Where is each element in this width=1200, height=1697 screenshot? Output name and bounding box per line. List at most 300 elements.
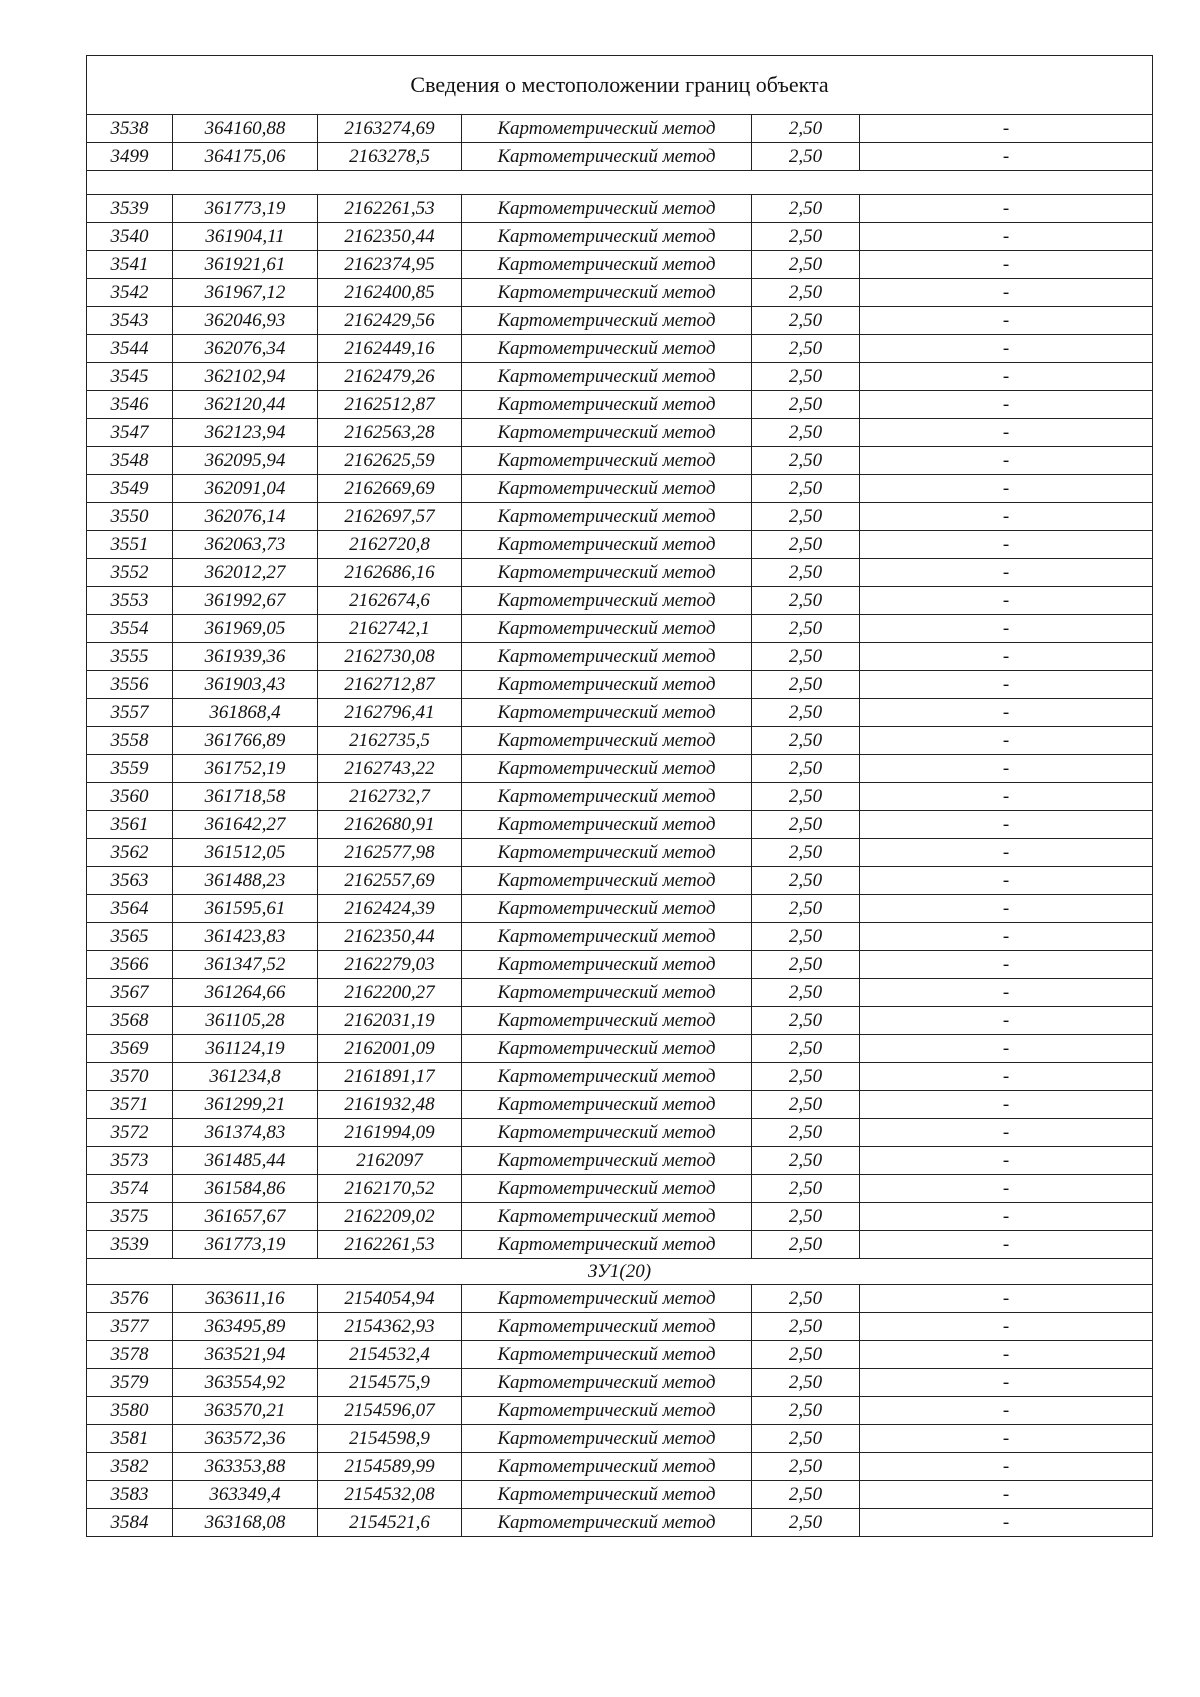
point-number-cell: 3572 [87, 1119, 173, 1147]
description-cell: - [860, 1147, 1153, 1175]
coord-x-cell: 362123,94 [173, 419, 318, 447]
table-row [87, 115, 1153, 143]
table-row [87, 223, 1153, 251]
coord-y-cell: 2162097 [318, 1147, 462, 1175]
coord-y-cell: 2154598,9 [318, 1425, 462, 1453]
section-label: ЗУ1(20) [87, 1259, 1153, 1285]
coord-y-cell: 2161891,17 [318, 1063, 462, 1091]
description-cell: - [860, 1063, 1153, 1091]
table-row [87, 1397, 1153, 1425]
coord-x-cell: 362076,34 [173, 335, 318, 363]
description-cell: - [860, 143, 1153, 171]
method-cell: Картометрический метод [462, 615, 752, 643]
table-row [87, 447, 1153, 475]
coord-x-cell: 361642,27 [173, 811, 318, 839]
coord-x-cell: 363168,08 [173, 1509, 318, 1537]
description-cell: - [860, 251, 1153, 279]
method-cell: Картометрический метод [462, 1397, 752, 1425]
coord-x-cell: 363349,4 [173, 1481, 318, 1509]
description-cell: - [860, 559, 1153, 587]
table-row [87, 279, 1153, 307]
accuracy-cell: 2,50 [752, 531, 860, 559]
table-row [87, 923, 1153, 951]
point-number-cell: 3555 [87, 643, 173, 671]
coord-x-cell: 361423,83 [173, 923, 318, 951]
description-cell: - [860, 1119, 1153, 1147]
method-cell: Картометрический метод [462, 475, 752, 503]
accuracy-cell: 2,50 [752, 699, 860, 727]
coord-y-cell: 2162449,16 [318, 335, 462, 363]
method-cell: Картометрический метод [462, 643, 752, 671]
coord-y-cell: 2154575,9 [318, 1369, 462, 1397]
method-cell: Картометрический метод [462, 1481, 752, 1509]
coord-x-cell: 361488,23 [173, 867, 318, 895]
table-row [87, 1313, 1153, 1341]
coord-y-cell: 2161932,48 [318, 1091, 462, 1119]
description-cell: - [860, 727, 1153, 755]
description-cell: - [860, 1453, 1153, 1481]
point-number-cell: 3499 [87, 143, 173, 171]
method-cell: Картометрический метод [462, 951, 752, 979]
table-row [87, 1147, 1153, 1175]
method-cell: Картометрический метод [462, 783, 752, 811]
point-number-cell: 3570 [87, 1063, 173, 1091]
accuracy-cell: 2,50 [752, 1231, 860, 1259]
table-row [87, 1509, 1153, 1537]
point-number-cell: 3554 [87, 615, 173, 643]
description-cell: - [860, 895, 1153, 923]
point-number-cell: 3556 [87, 671, 173, 699]
accuracy-cell: 2,50 [752, 587, 860, 615]
table-row [87, 615, 1153, 643]
point-number-cell: 3583 [87, 1481, 173, 1509]
coord-y-cell: 2162732,7 [318, 783, 462, 811]
table-row [87, 1035, 1153, 1063]
description-cell: - [860, 335, 1153, 363]
coord-x-cell: 361264,66 [173, 979, 318, 1007]
method-cell: Картометрический метод [462, 531, 752, 559]
coord-y-cell: 2162512,87 [318, 391, 462, 419]
coord-y-cell: 2154521,6 [318, 1509, 462, 1537]
accuracy-cell: 2,50 [752, 115, 860, 143]
description-cell: - [860, 1313, 1153, 1341]
point-number-cell: 3564 [87, 895, 173, 923]
table-row [87, 1341, 1153, 1369]
point-number-cell: 3548 [87, 447, 173, 475]
description-cell: - [860, 363, 1153, 391]
table-row [87, 363, 1153, 391]
method-cell: Картометрический метод [462, 923, 752, 951]
method-cell: Картометрический метод [462, 503, 752, 531]
accuracy-cell: 2,50 [752, 195, 860, 223]
table-row [87, 727, 1153, 755]
coord-x-cell: 361903,43 [173, 671, 318, 699]
description-cell: - [860, 643, 1153, 671]
coord-y-cell: 2163274,69 [318, 115, 462, 143]
point-number-cell: 3575 [87, 1203, 173, 1231]
coord-y-cell: 2162735,5 [318, 727, 462, 755]
table-row [87, 559, 1153, 587]
method-cell: Картометрический метод [462, 1509, 752, 1537]
coord-x-cell: 361347,52 [173, 951, 318, 979]
table-row [87, 839, 1153, 867]
description-cell: - [860, 1425, 1153, 1453]
point-number-cell: 3573 [87, 1147, 173, 1175]
coord-x-cell: 363521,94 [173, 1341, 318, 1369]
description-cell: - [860, 307, 1153, 335]
coord-y-cell: 2154596,07 [318, 1397, 462, 1425]
boundary-table-body [87, 56, 1153, 1537]
description-cell: - [860, 923, 1153, 951]
accuracy-cell: 2,50 [752, 1425, 860, 1453]
point-number-cell: 3566 [87, 951, 173, 979]
accuracy-cell: 2,50 [752, 895, 860, 923]
method-cell: Картометрический метод [462, 223, 752, 251]
coord-x-cell: 362091,04 [173, 475, 318, 503]
table-row [87, 1425, 1153, 1453]
point-number-cell: 3539 [87, 195, 173, 223]
point-number-cell: 3546 [87, 391, 173, 419]
description-cell: - [860, 979, 1153, 1007]
description-cell: - [860, 531, 1153, 559]
section-separator-row [87, 171, 1153, 195]
table-row [87, 1481, 1153, 1509]
point-number-cell: 3581 [87, 1425, 173, 1453]
method-cell: Картометрический метод [462, 867, 752, 895]
table-row [87, 1369, 1153, 1397]
method-cell: Картометрический метод [462, 1285, 752, 1313]
method-cell: Картометрический метод [462, 699, 752, 727]
accuracy-cell: 2,50 [752, 143, 860, 171]
table-row [87, 755, 1153, 783]
accuracy-cell: 2,50 [752, 503, 860, 531]
coord-x-cell: 362063,73 [173, 531, 318, 559]
page-title: Сведения о местоположении границ объекта [87, 56, 1153, 115]
table-row [87, 643, 1153, 671]
accuracy-cell: 2,50 [752, 923, 860, 951]
coord-y-cell: 2162697,57 [318, 503, 462, 531]
accuracy-cell: 2,50 [752, 559, 860, 587]
accuracy-cell: 2,50 [752, 671, 860, 699]
accuracy-cell: 2,50 [752, 1341, 860, 1369]
accuracy-cell: 2,50 [752, 1481, 860, 1509]
point-number-cell: 3582 [87, 1453, 173, 1481]
point-number-cell: 3584 [87, 1509, 173, 1537]
coord-x-cell: 362012,27 [173, 559, 318, 587]
accuracy-cell: 2,50 [752, 951, 860, 979]
description-cell: - [860, 615, 1153, 643]
coord-y-cell: 2162261,53 [318, 1231, 462, 1259]
table-row [87, 699, 1153, 727]
description-cell: - [860, 475, 1153, 503]
point-number-cell: 3543 [87, 307, 173, 335]
point-number-cell: 3542 [87, 279, 173, 307]
description-cell: - [860, 115, 1153, 143]
point-number-cell: 3580 [87, 1397, 173, 1425]
description-cell: - [860, 279, 1153, 307]
accuracy-cell: 2,50 [752, 251, 860, 279]
coord-y-cell: 2162680,91 [318, 811, 462, 839]
point-number-cell: 3577 [87, 1313, 173, 1341]
coord-y-cell: 2154532,08 [318, 1481, 462, 1509]
coord-x-cell: 361773,19 [173, 1231, 318, 1259]
point-number-cell: 3545 [87, 363, 173, 391]
accuracy-cell: 2,50 [752, 475, 860, 503]
coord-y-cell: 2162669,69 [318, 475, 462, 503]
coord-y-cell: 2162170,52 [318, 1175, 462, 1203]
point-number-cell: 3560 [87, 783, 173, 811]
coord-y-cell: 2162261,53 [318, 195, 462, 223]
description-cell: - [860, 1341, 1153, 1369]
coord-y-cell: 2162279,03 [318, 951, 462, 979]
method-cell: Картометрический метод [462, 251, 752, 279]
method-cell: Картометрический метод [462, 1035, 752, 1063]
document-sheet [86, 55, 1152, 1537]
coord-y-cell: 2162625,59 [318, 447, 462, 475]
description-cell: - [860, 1369, 1153, 1397]
table-row [87, 811, 1153, 839]
coord-y-cell: 2161994,09 [318, 1119, 462, 1147]
coord-y-cell: 2162577,98 [318, 839, 462, 867]
coord-x-cell: 361299,21 [173, 1091, 318, 1119]
description-cell: - [860, 503, 1153, 531]
method-cell: Картометрический метод [462, 1369, 752, 1397]
coord-y-cell: 2162429,56 [318, 307, 462, 335]
coord-x-cell: 361234,8 [173, 1063, 318, 1091]
table-row [87, 587, 1153, 615]
table-row [87, 1119, 1153, 1147]
coord-x-cell: 363554,92 [173, 1369, 318, 1397]
coord-x-cell: 361969,05 [173, 615, 318, 643]
point-number-cell: 3565 [87, 923, 173, 951]
method-cell: Картометрический метод [462, 1203, 752, 1231]
accuracy-cell: 2,50 [752, 867, 860, 895]
method-cell: Картометрический метод [462, 1175, 752, 1203]
description-cell: - [860, 1509, 1153, 1537]
section-header-row [87, 1259, 1153, 1285]
table-row [87, 1007, 1153, 1035]
description-cell: - [860, 391, 1153, 419]
coord-y-cell: 2162557,69 [318, 867, 462, 895]
coord-y-cell: 2162209,02 [318, 1203, 462, 1231]
coord-y-cell: 2162742,1 [318, 615, 462, 643]
coord-x-cell: 361868,4 [173, 699, 318, 727]
coord-x-cell: 361752,19 [173, 755, 318, 783]
coord-x-cell: 361939,36 [173, 643, 318, 671]
table-row [87, 307, 1153, 335]
table-row [87, 951, 1153, 979]
table-row [87, 1063, 1153, 1091]
description-cell: - [860, 1481, 1153, 1509]
table-row [87, 1175, 1153, 1203]
table-row [87, 531, 1153, 559]
method-cell: Картометрический метод [462, 559, 752, 587]
accuracy-cell: 2,50 [752, 1147, 860, 1175]
coord-x-cell: 364160,88 [173, 115, 318, 143]
accuracy-cell: 2,50 [752, 839, 860, 867]
description-cell: - [860, 195, 1153, 223]
point-number-cell: 3553 [87, 587, 173, 615]
coord-x-cell: 361773,19 [173, 195, 318, 223]
description-cell: - [860, 419, 1153, 447]
description-cell: - [860, 671, 1153, 699]
point-number-cell: 3552 [87, 559, 173, 587]
coord-x-cell: 361512,05 [173, 839, 318, 867]
description-cell: - [860, 447, 1153, 475]
method-cell: Картометрический метод [462, 143, 752, 171]
coord-y-cell: 2162031,19 [318, 1007, 462, 1035]
description-cell: - [860, 783, 1153, 811]
accuracy-cell: 2,50 [752, 979, 860, 1007]
coord-y-cell: 2162350,44 [318, 223, 462, 251]
table-row [87, 475, 1153, 503]
coord-x-cell: 363570,21 [173, 1397, 318, 1425]
point-number-cell: 3576 [87, 1285, 173, 1313]
table-row [87, 195, 1153, 223]
method-cell: Картометрический метод [462, 1425, 752, 1453]
coord-y-cell: 2154362,93 [318, 1313, 462, 1341]
point-number-cell: 3571 [87, 1091, 173, 1119]
coord-x-cell: 361921,61 [173, 251, 318, 279]
accuracy-cell: 2,50 [752, 391, 860, 419]
description-cell: - [860, 1285, 1153, 1313]
coord-x-cell: 361124,19 [173, 1035, 318, 1063]
coord-x-cell: 363572,36 [173, 1425, 318, 1453]
coord-x-cell: 361105,28 [173, 1007, 318, 1035]
description-cell: - [860, 811, 1153, 839]
coord-x-cell: 361374,83 [173, 1119, 318, 1147]
method-cell: Картометрический метод [462, 1007, 752, 1035]
accuracy-cell: 2,50 [752, 335, 860, 363]
coord-x-cell: 364175,06 [173, 143, 318, 171]
method-cell: Картометрический метод [462, 447, 752, 475]
coord-y-cell: 2162350,44 [318, 923, 462, 951]
coord-x-cell: 362102,94 [173, 363, 318, 391]
method-cell: Картометрический метод [462, 307, 752, 335]
accuracy-cell: 2,50 [752, 1063, 860, 1091]
table-row [87, 979, 1153, 1007]
table-row [87, 335, 1153, 363]
coord-y-cell: 2162674,6 [318, 587, 462, 615]
method-cell: Картометрический метод [462, 755, 752, 783]
method-cell: Картометрический метод [462, 1453, 752, 1481]
description-cell: - [860, 839, 1153, 867]
point-number-cell: 3563 [87, 867, 173, 895]
coord-y-cell: 2154054,94 [318, 1285, 462, 1313]
point-number-cell: 3549 [87, 475, 173, 503]
coord-x-cell: 362076,14 [173, 503, 318, 531]
accuracy-cell: 2,50 [752, 307, 860, 335]
method-cell: Картометрический метод [462, 839, 752, 867]
accuracy-cell: 2,50 [752, 1397, 860, 1425]
accuracy-cell: 2,50 [752, 1313, 860, 1341]
coord-y-cell: 2162001,09 [318, 1035, 462, 1063]
method-cell: Картометрический метод [462, 811, 752, 839]
accuracy-cell: 2,50 [752, 811, 860, 839]
description-cell: - [860, 1091, 1153, 1119]
point-number-cell: 3540 [87, 223, 173, 251]
coord-y-cell: 2162712,87 [318, 671, 462, 699]
section-separator [87, 171, 1153, 195]
coord-y-cell: 2154532,4 [318, 1341, 462, 1369]
coord-x-cell: 361967,12 [173, 279, 318, 307]
coord-x-cell: 361904,11 [173, 223, 318, 251]
method-cell: Картометрический метод [462, 195, 752, 223]
point-number-cell: 3551 [87, 531, 173, 559]
boundary-table [86, 55, 1153, 1537]
accuracy-cell: 2,50 [752, 1175, 860, 1203]
coord-y-cell: 2162479,26 [318, 363, 462, 391]
accuracy-cell: 2,50 [752, 1453, 860, 1481]
point-number-cell: 3562 [87, 839, 173, 867]
accuracy-cell: 2,50 [752, 727, 860, 755]
accuracy-cell: 2,50 [752, 1119, 860, 1147]
coord-y-cell: 2162743,22 [318, 755, 462, 783]
description-cell: - [860, 587, 1153, 615]
table-row [87, 251, 1153, 279]
method-cell: Картометрический метод [462, 1119, 752, 1147]
description-cell: - [860, 1175, 1153, 1203]
accuracy-cell: 2,50 [752, 643, 860, 671]
accuracy-cell: 2,50 [752, 447, 860, 475]
accuracy-cell: 2,50 [752, 279, 860, 307]
coord-y-cell: 2162796,41 [318, 699, 462, 727]
method-cell: Картометрический метод [462, 279, 752, 307]
point-number-cell: 3558 [87, 727, 173, 755]
point-number-cell: 3544 [87, 335, 173, 363]
coord-y-cell: 2162686,16 [318, 559, 462, 587]
coord-y-cell: 2162563,28 [318, 419, 462, 447]
table-row [87, 1453, 1153, 1481]
accuracy-cell: 2,50 [752, 1007, 860, 1035]
coord-x-cell: 361485,44 [173, 1147, 318, 1175]
coord-y-cell: 2162720,8 [318, 531, 462, 559]
coord-y-cell: 2162200,27 [318, 979, 462, 1007]
method-cell: Картометрический метод [462, 391, 752, 419]
description-cell: - [860, 1397, 1153, 1425]
coord-x-cell: 361657,67 [173, 1203, 318, 1231]
coord-x-cell: 361584,86 [173, 1175, 318, 1203]
coord-x-cell: 363353,88 [173, 1453, 318, 1481]
coord-y-cell: 2162400,85 [318, 279, 462, 307]
method-cell: Картометрический метод [462, 1231, 752, 1259]
description-cell: - [860, 1231, 1153, 1259]
coord-x-cell: 363611,16 [173, 1285, 318, 1313]
point-number-cell: 3538 [87, 115, 173, 143]
point-number-cell: 3559 [87, 755, 173, 783]
coord-x-cell: 362046,93 [173, 307, 318, 335]
title-row [87, 56, 1153, 115]
method-cell: Картометрический метод [462, 363, 752, 391]
table-row [87, 1203, 1153, 1231]
description-cell: - [860, 1035, 1153, 1063]
accuracy-cell: 2,50 [752, 1509, 860, 1537]
accuracy-cell: 2,50 [752, 1035, 860, 1063]
coord-x-cell: 363495,89 [173, 1313, 318, 1341]
table-row [87, 419, 1153, 447]
coord-x-cell: 362120,44 [173, 391, 318, 419]
point-number-cell: 3569 [87, 1035, 173, 1063]
table-row [87, 1091, 1153, 1119]
coord-y-cell: 2154589,99 [318, 1453, 462, 1481]
point-number-cell: 3550 [87, 503, 173, 531]
table-row [87, 1231, 1153, 1259]
description-cell: - [860, 699, 1153, 727]
method-cell: Картометрический метод [462, 727, 752, 755]
point-number-cell: 3574 [87, 1175, 173, 1203]
accuracy-cell: 2,50 [752, 755, 860, 783]
method-cell: Картометрический метод [462, 1313, 752, 1341]
